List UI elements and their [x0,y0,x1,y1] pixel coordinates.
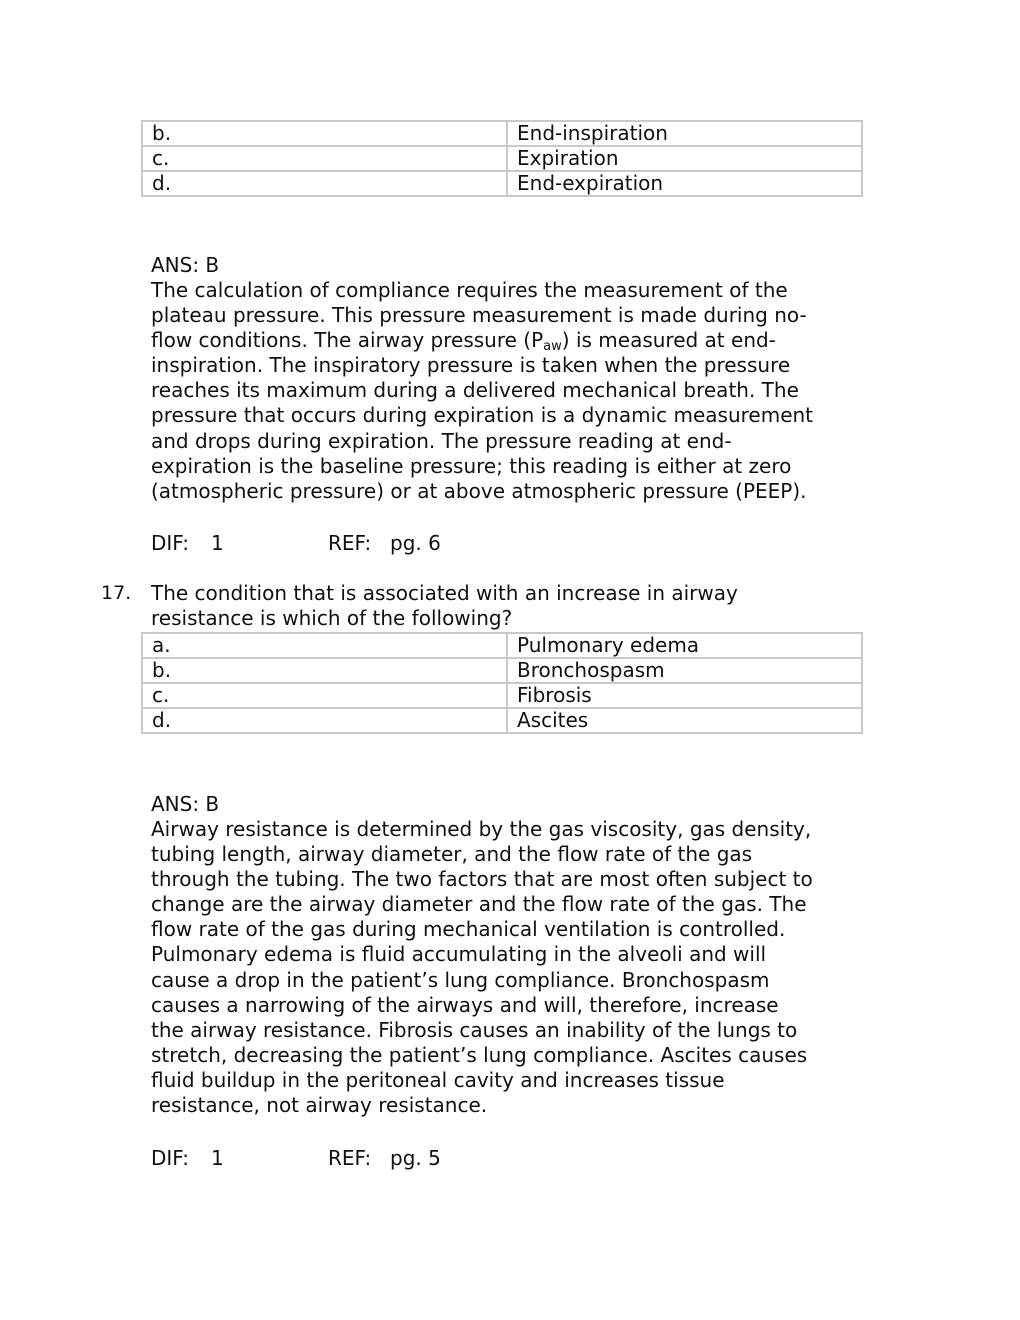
option-text: Pulmonary edema [507,633,862,658]
rationale-line: pressure that occurs during expiration is a dynamic measurement [151,403,814,428]
q16-rationale [151,278,867,504]
rationale-line: (atmospheric pressure) or at above atmospheric pressure (PEEP). [151,478,807,503]
rationale-line: expiration is the baseline pressure; this reading is either at zero [151,453,792,478]
rationale-line: reaches its maximum during a delivered mechanical breath. The [151,378,799,403]
option-row [142,658,862,683]
q17-ref-value: pg. 5 [390,1146,441,1170]
q16-answer: ANS: B [151,253,220,277]
rationale-text: flow conditions. The airway pressure (P [151,328,544,353]
question-line: The condition that is associated with an increase in airway [151,581,738,605]
option-row [142,683,862,708]
rationale-line: inspiration. The inspiratory pressure is taken when the pressure [151,353,791,378]
q16-options-table [141,120,863,197]
q17-options-table [141,632,863,734]
q16-dif-value: 1 [211,531,224,555]
option-text: Fibrosis [507,683,862,708]
option-row [142,708,862,733]
option-letter: b. [142,658,507,683]
subscript: aw [543,339,562,355]
rationale-line: Airway resistance is determined by the gas viscosity, gas density, [151,817,812,841]
rationale-line: resistance, not airway resistance. [151,1093,488,1118]
option-row [142,633,862,658]
rationale-line: plateau pressure. This pressure measurement is made during no- [151,303,807,328]
rationale-line: stretch, decreasing the patient’s lung compliance. Ascites causes [151,1042,808,1067]
option-row [142,171,862,196]
option-row [142,121,862,146]
rationale-line: cause a drop in the patient’s lung compliance. Bronchospasm [151,967,770,992]
q17-dif-label: DIF: [151,1146,189,1170]
option-text: Expiration [507,146,862,171]
option-letter: c. [142,683,507,708]
q17-answer: ANS: B [151,792,220,816]
rationale-line: fluid buildup in the peritoneal cavity and increases tissue [151,1067,725,1092]
question-line: resistance is which of the following? [151,606,513,630]
option-letter: c. [142,146,507,171]
q16-dif-label: DIF: [151,531,189,555]
rationale-line: change are the airway diameter and the flow rate of the gas. The [151,892,807,917]
option-letter: b. [142,121,507,146]
q16-ref-value: pg. 6 [390,531,441,555]
q17-number: 17. [101,582,132,604]
option-row [142,146,862,171]
rationale-line: through the tubing. The two factors that are most often subject to [151,867,813,892]
option-letter: d. [142,171,507,196]
option-letter: d. [142,708,507,733]
rationale-line: Pulmonary edema is fluid accumulating in the alveoli and will [151,942,767,967]
rationale-line: causes a narrowing of the airways and will, therefore, increase [151,992,779,1017]
rationale-line [151,328,867,353]
rationale-line: tubing length, airway diameter, and the flow rate of the gas [151,842,753,867]
option-text: End-expiration [507,171,862,196]
option-letter: a. [142,633,507,658]
rationale-text: ) is measured at end- [561,328,776,353]
q17-ref-label: REF: [328,1146,372,1170]
q17-rationale [151,817,867,1118]
q17-dif-value: 1 [211,1146,224,1170]
q16-ref-label: REF: [328,531,372,555]
rationale-line: the airway resistance. Fibrosis causes an inability of the lungs to [151,1017,798,1042]
q17-question [151,581,867,631]
option-text: End-inspiration [507,121,862,146]
rationale-line: flow rate of the gas during mechanical ventilation is controlled. [151,917,786,942]
rationale-line: The calculation of compliance requires the measurement of the [151,278,788,302]
rationale-line: and drops during expiration. The pressure reading at end- [151,428,732,453]
option-text: Ascites [507,708,862,733]
option-text: Bronchospasm [507,658,862,683]
